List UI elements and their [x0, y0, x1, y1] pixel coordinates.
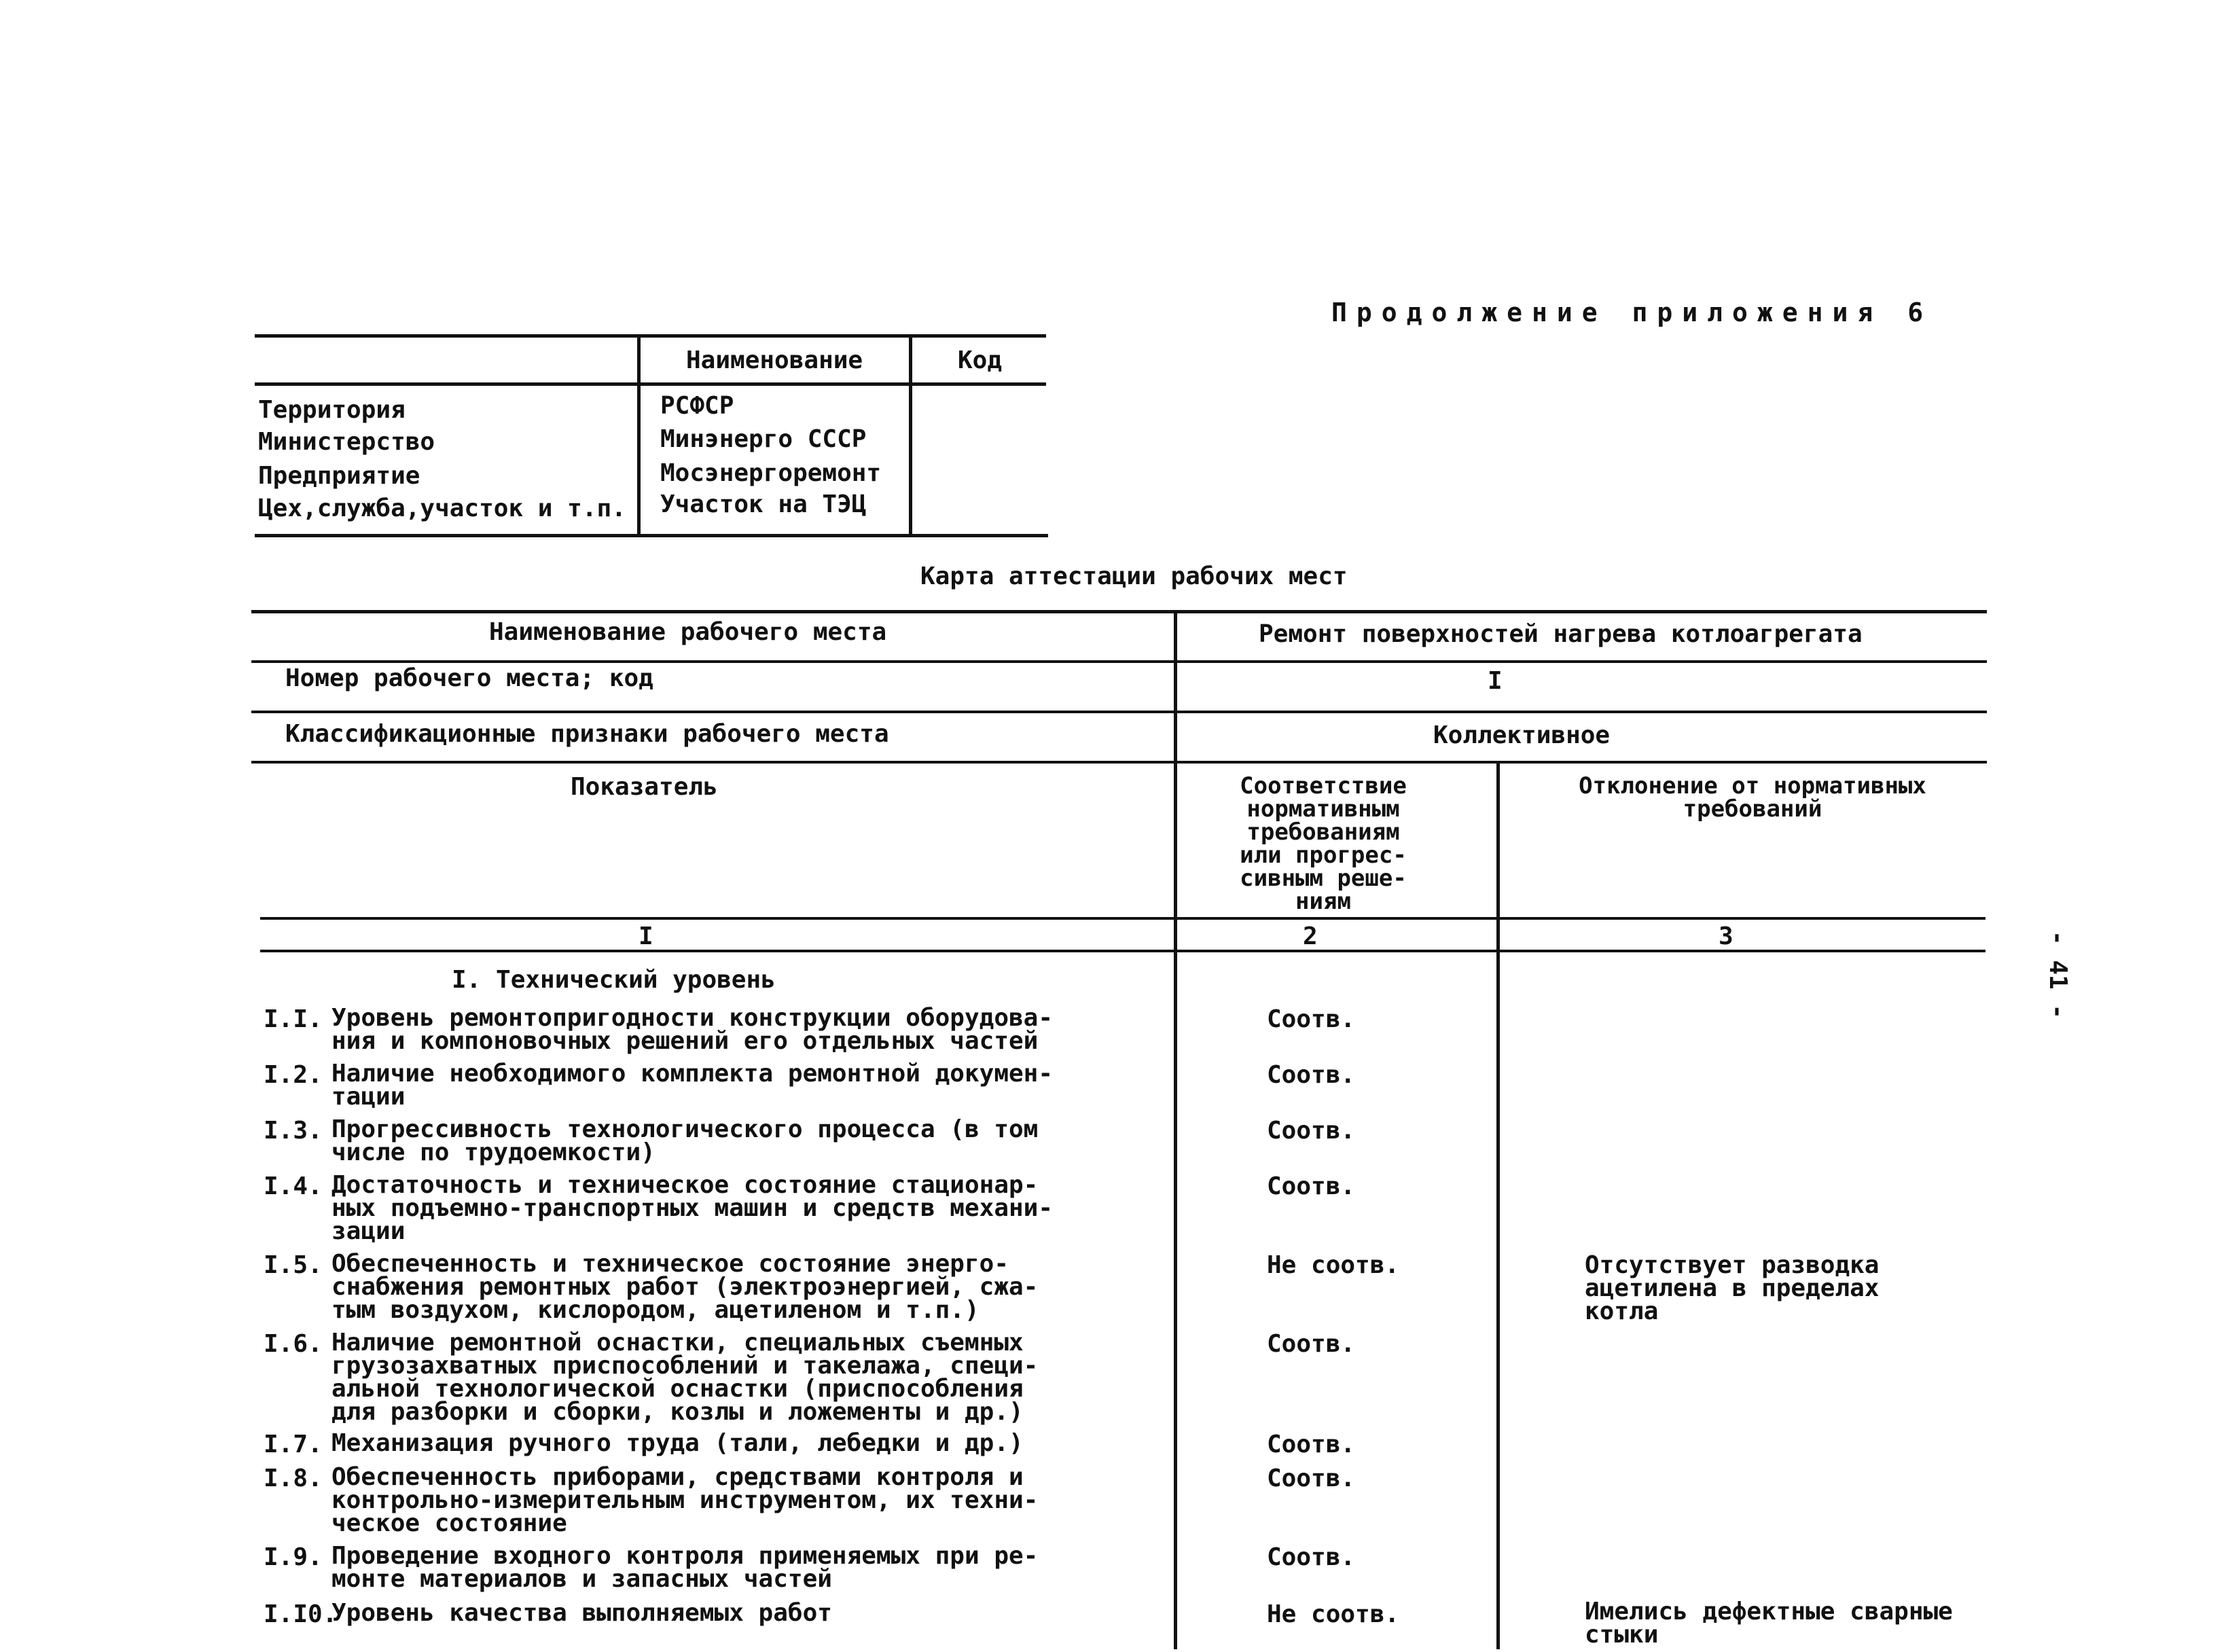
col-number: I: [639, 922, 653, 950]
org-table-header-rule: [255, 382, 1046, 386]
classification-label: Классификационные признаки рабочего места: [285, 720, 889, 748]
org-row-label: Территория: [258, 396, 406, 424]
table-rule-top: [251, 610, 1987, 613]
table-rule: [260, 917, 1986, 920]
row-status: Не соотв.: [1267, 1600, 1400, 1628]
workplace-number-label: Номер рабочего места; код: [285, 664, 653, 692]
workplace-number-value: I: [1488, 667, 1503, 695]
row-indicator-text: Механизация ручного труда (тали, лебедки и др.): [331, 1429, 1024, 1457]
row-status: Соотв.: [1267, 1431, 1356, 1458]
org-table-divider-2: [909, 334, 912, 537]
row-indicator-text: Достаточность и техническое состояние стационар- ных подъемно-транспортных машин и средств механи- зации: [331, 1171, 1054, 1245]
row-status: Соотв.: [1267, 1330, 1356, 1358]
row-number: I.2.: [264, 1061, 323, 1089]
row-status: Соотв.: [1267, 1117, 1356, 1145]
row-status: Соотв.: [1267, 1005, 1356, 1033]
table-divider-1: [1174, 610, 1177, 1649]
row-number: I.5.: [264, 1251, 323, 1279]
row-number: I.I.: [264, 1005, 323, 1033]
row-number: I.3.: [264, 1117, 323, 1145]
classification-value: Коллективное: [1433, 721, 1611, 749]
row-status: Соотв.: [1267, 1172, 1356, 1200]
page-number: - 41 -: [2044, 931, 2072, 1020]
row-indicator-text: Уровень ремонтопригодности конструкции оборудова- ния и компоновочных решений его отдельных частей: [331, 1004, 1054, 1055]
org-row-value: РСФСР: [660, 392, 734, 420]
org-col-name-header: Наименование: [686, 346, 863, 374]
table-rule: [251, 761, 1987, 764]
col-number: 3: [1719, 922, 1733, 950]
col-indicator-header: Показатель: [571, 773, 718, 801]
org-table-divider-1: [637, 334, 641, 537]
row-indicator-text: Проведение входного контроля применяемых при ре- монте материалов и запасных частей: [331, 1542, 1039, 1593]
row-indicator-text: Уровень качества выполняемых работ: [331, 1599, 832, 1627]
row-indicator-text: Обеспеченность и техническое состояние энерго- снабжения ремонтных работ (электроэнергией, сжа- тым воздухом, кислородом, ацетиленом и т.п.): [331, 1250, 1039, 1324]
col-deviation-header: Отклонение от нормативных требований: [1579, 772, 1926, 823]
section-title: I. Технический уровень: [452, 966, 776, 994]
org-col-code-header: Код: [958, 346, 1003, 374]
org-table-bottom-rule: [255, 534, 1048, 537]
org-row-label: Предприятие: [258, 462, 420, 490]
workplace-name-value: Ремонт поверхностей нагрева котлоагрегата: [1259, 620, 1863, 648]
row-number: I.9.: [264, 1543, 323, 1571]
row-indicator-text: Наличие необходимого комплекта ремонтной докумен- тации: [331, 1060, 1054, 1111]
org-row-label: Цех,служба,участок и т.п.: [258, 495, 626, 522]
row-deviation: Отсутствует разводка ацетилена в пределах котла: [1585, 1251, 1880, 1325]
org-table-top-rule: [255, 334, 1046, 338]
row-status: Соотв.: [1267, 1061, 1356, 1089]
org-row-value: Минэнерго СССР: [660, 425, 867, 453]
col-compliance-header: Соответствие нормативным требованиям или прогрес- сивным реше- ниям: [1240, 772, 1407, 915]
org-row-label: Министерство: [258, 428, 435, 456]
row-number: I.8.: [264, 1465, 323, 1492]
row-status: Не соотв.: [1267, 1251, 1400, 1279]
row-number: I.4.: [264, 1172, 323, 1200]
table-rule: [251, 660, 1987, 663]
row-indicator-text: Прогрессивность технологического процесса (в том числе по трудоемкости): [331, 1115, 1039, 1166]
card-title: Карта аттестации рабочих мест: [920, 562, 1348, 590]
table-divider-2: [1496, 761, 1500, 1649]
row-deviation: Имелись дефектные сварные стыки: [1585, 1598, 1953, 1649]
row-number: I.6.: [264, 1330, 323, 1358]
continuation-title: Продолжение приложения 6: [1331, 298, 1933, 327]
row-number: I.I0.: [264, 1600, 338, 1628]
row-status: Соотв.: [1267, 1543, 1356, 1571]
org-row-value: Мосэнергоремонт: [660, 459, 882, 487]
col-number: 2: [1303, 922, 1318, 950]
table-rule: [251, 711, 1987, 713]
org-row-value: Участок на ТЭЦ: [660, 490, 867, 518]
row-number: I.7.: [264, 1431, 323, 1458]
row-status: Соотв.: [1267, 1465, 1356, 1492]
row-indicator-text: Наличие ремонтной оснастки, специальных съемных грузозахватных приспособлений и такелажа, специ- альной технологической оснастки (приспособления для разборки и сборки, козлы и ложементы и др.): [331, 1329, 1039, 1426]
workplace-name-label: Наименование рабочего места: [489, 618, 887, 646]
row-indicator-text: Обеспеченность приборами, средствами контроля и контрольно-измерительным инструментом, их техни- ческое состояние: [331, 1463, 1039, 1537]
